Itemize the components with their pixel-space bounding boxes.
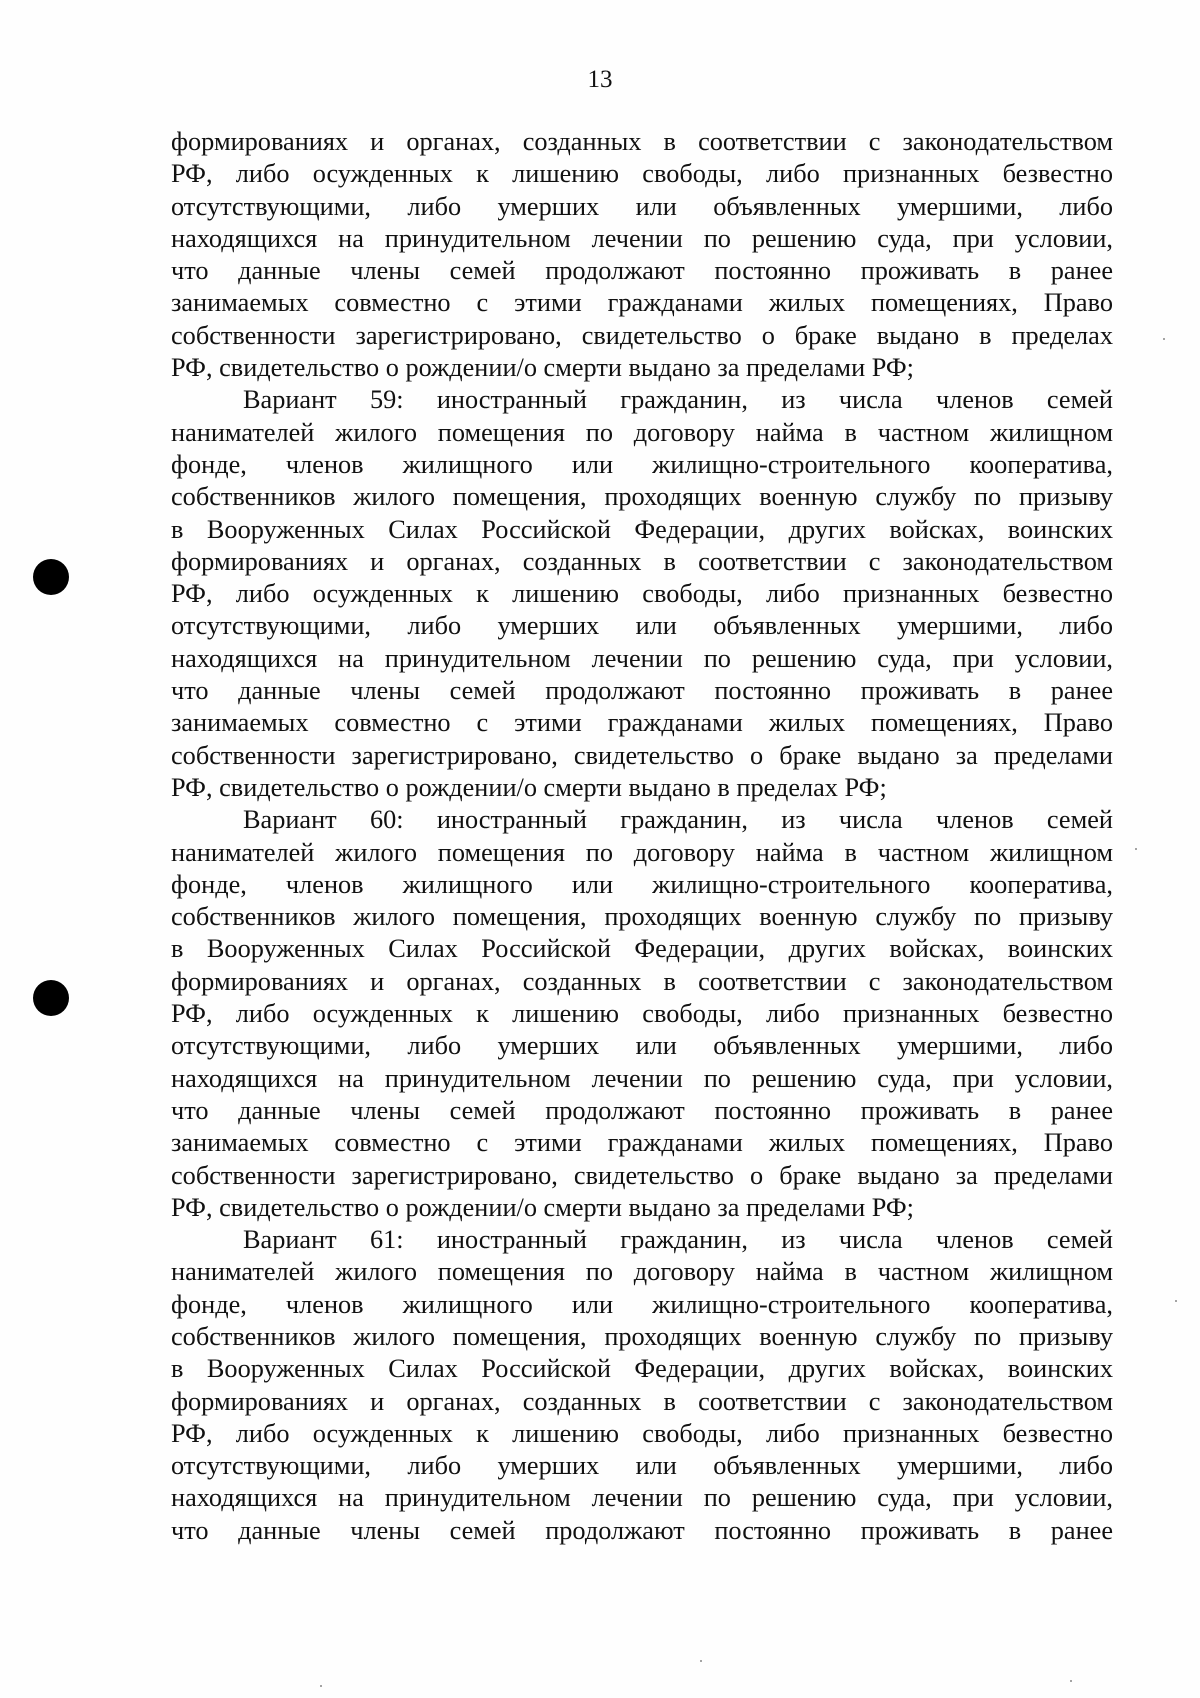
text-line: что данные члены семей продолжают постоянно проживать в ранее — [171, 256, 1113, 286]
text-line: собственников жилого помещения, проходящих военную службу по призыву — [171, 902, 1113, 932]
text-line: Вариант 61: иностранный гражданин, из числа членов семей — [243, 1225, 1113, 1255]
text-line: отсутствующими, либо умерших или объявленных умершими, либо — [171, 611, 1113, 641]
text-line: собственности зарегистрировано, свидетельство о браке выдано за пределами — [171, 1160, 1113, 1190]
scan-speck — [700, 1660, 702, 1662]
scan-speck — [1070, 1680, 1072, 1682]
text-line: отсутствующими, либо умерших или объявленных умершими, либо — [171, 191, 1113, 221]
page-number: 13 — [587, 66, 613, 93]
text-line: в Вооруженных Силах Российской Федерации, других войсках, воинских — [171, 1354, 1113, 1384]
text-line: фонде, членов жилищного или жилищно-строительного кооператива, — [171, 449, 1113, 479]
scan-speck — [1135, 848, 1137, 850]
scan-speck — [320, 1685, 322, 1687]
text-line: формированиях и органах, созданных в соответствии с законодательством — [171, 966, 1113, 996]
text-line: отсутствующими, либо умерших или объявленных умершими, либо — [171, 1451, 1113, 1481]
text-line: РФ, либо осужденных к лишению свободы, либо признанных безвестно — [171, 1418, 1113, 1448]
text-line: занимаемых совместно с этими гражданами жилых помещениях, Право — [171, 288, 1113, 318]
text-line: нанимателей жилого помещения по договору найма в частном жилищном — [171, 837, 1113, 867]
text-line: занимаемых совместно с этими гражданами жилых помещениях, Право — [171, 1128, 1113, 1158]
punch-hole-top — [33, 559, 69, 595]
text-line: в Вооруженных Силах Российской Федерации, других войсках, воинских — [171, 514, 1113, 544]
scan-speck — [1163, 338, 1165, 340]
text-line: РФ, свидетельство о рождении/о смерти выдано за пределами РФ; — [171, 1192, 914, 1222]
text-line: что данные члены семей продолжают постоянно проживать в ранее — [171, 1515, 1113, 1545]
text-line: РФ, либо осужденных к лишению свободы, либо признанных безвестно — [171, 579, 1113, 609]
text-line: находящихся на принудительном лечении по решению суда, при условии, — [171, 1063, 1113, 1093]
text-line: формированиях и органах, созданных в соответствии с законодательством — [171, 1386, 1113, 1416]
text-line: собственников жилого помещения, проходящих военную службу по призыву — [171, 482, 1113, 512]
text-line: нанимателей жилого помещения по договору найма в частном жилищном — [171, 1257, 1113, 1287]
text-line: что данные члены семей продолжают постоянно проживать в ранее — [171, 1095, 1113, 1125]
text-line: собственности зарегистрировано, свидетельство о браке выдано в пределах — [171, 320, 1113, 350]
text-line: Вариант 59: иностранный гражданин, из числа членов семей — [243, 385, 1113, 415]
scan-speck — [1175, 1300, 1177, 1302]
text-line: РФ, либо осужденных к лишению свободы, либо признанных безвестно — [171, 999, 1113, 1029]
text-line: фонде, членов жилищного или жилищно-строительного кооператива, — [171, 1289, 1113, 1319]
text-line: собственников жилого помещения, проходящих военную службу по призыву — [171, 1321, 1113, 1351]
paragraph — [171, 1224, 1113, 1547]
paragraph — [171, 126, 1113, 384]
paragraph — [171, 804, 1113, 1224]
text-line: фонде, членов жилищного или жилищно-строительного кооператива, — [171, 869, 1113, 899]
text-line: формированиях и органах, созданных в соответствии с законодательством — [171, 127, 1113, 156]
paragraph — [171, 384, 1113, 804]
text-line: в Вооруженных Силах Российской Федерации, других войсках, воинских — [171, 934, 1113, 964]
text-line: нанимателей жилого помещения по договору найма в частном жилищном — [171, 417, 1113, 447]
punch-hole-bottom — [33, 980, 69, 1016]
text-line: что данные члены семей продолжают постоянно проживать в ранее — [171, 676, 1113, 706]
text-line: находящихся на принудительном лечении по решению суда, при условии, — [171, 1483, 1113, 1513]
document-body — [171, 126, 1113, 1547]
text-line: РФ, свидетельство о рождении/о смерти выдано в пределах РФ; — [171, 772, 887, 802]
text-line: отсутствующими, либо умерших или объявленных умершими, либо — [171, 1031, 1113, 1061]
text-line: Вариант 60: иностранный гражданин, из числа членов семей — [243, 805, 1113, 835]
text-line: формированиях и органах, созданных в соответствии с законодательством — [171, 546, 1113, 576]
text-line: РФ, либо осужденных к лишению свободы, либо признанных безвестно — [171, 159, 1113, 189]
text-line: РФ, свидетельство о рождении/о смерти выдано за пределами РФ; — [171, 353, 914, 383]
text-line: собственности зарегистрировано, свидетельство о браке выдано за пределами — [171, 740, 1113, 770]
text-line: находящихся на принудительном лечении по решению суда, при условии, — [171, 223, 1113, 253]
text-line: занимаемых совместно с этими гражданами жилых помещениях, Право — [171, 708, 1113, 738]
text-line: находящихся на принудительном лечении по решению суда, при условии, — [171, 643, 1113, 673]
